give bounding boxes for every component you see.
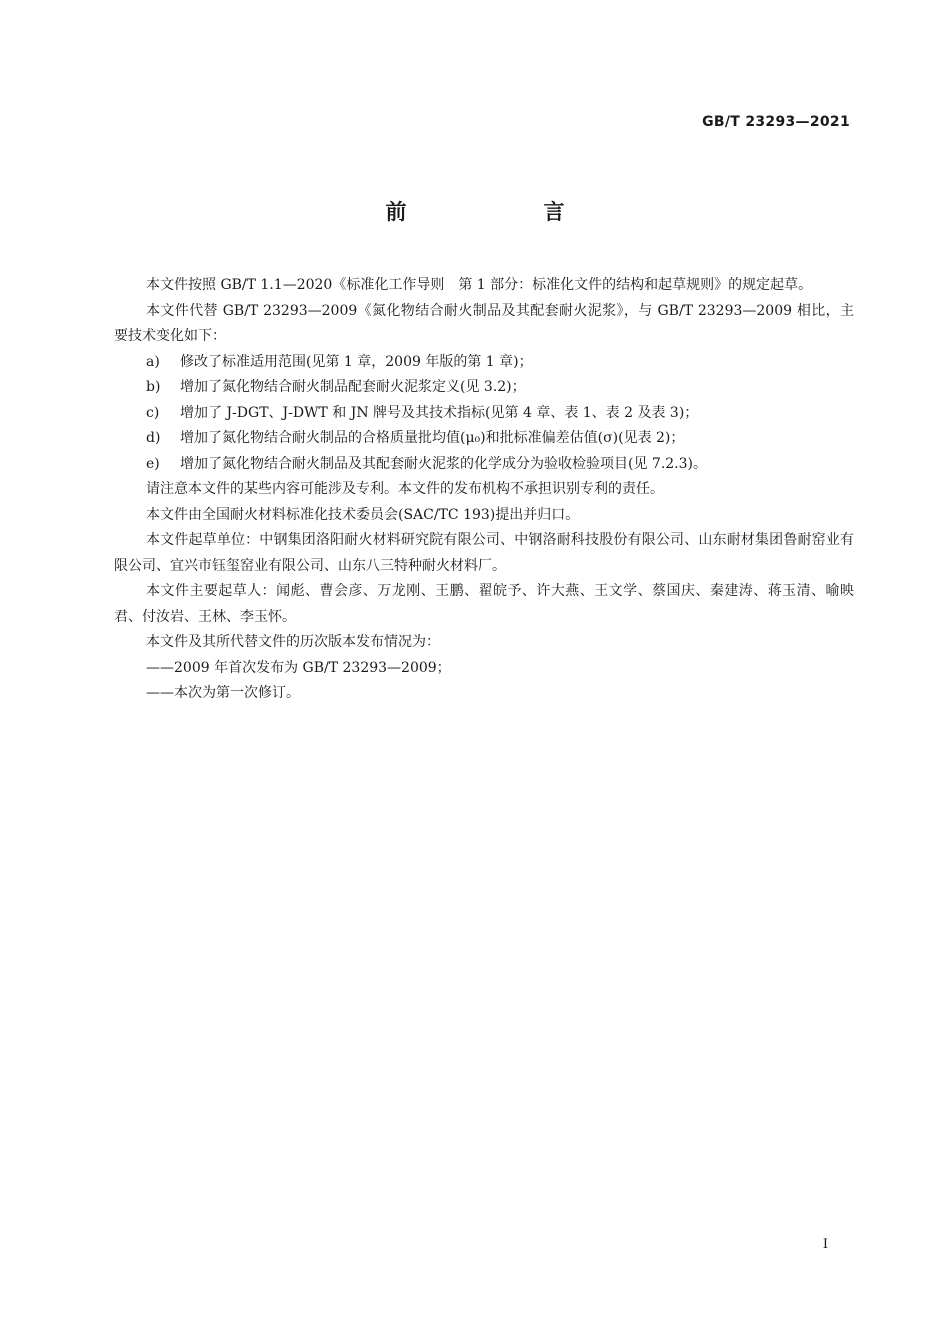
change-item-text: 增加了氮化物结合耐火制品的合格质量批均值(μ₀)和批标准偏差估值(σ)(见表 2)；	[180, 430, 685, 446]
foreword-body	[114, 273, 854, 707]
paragraph-replaces: 本文件代替 GB/T 23293—2009《氮化物结合耐火制品及其配套耐火泥浆》，与 GB/T 23293—2009 相比，主要技术变化如下：	[114, 302, 854, 344]
change-item-text: 增加了氮化物结合耐火制品配套耐火泥浆定义(见 3.2)；	[180, 379, 526, 395]
change-item-label: e)	[146, 455, 160, 472]
change-item-text: 增加了氮化物结合耐火制品及其配套耐火泥浆的化学成分为验收检验项目(见 7.2.3)。	[180, 455, 707, 472]
paragraph-patent-note: 请注意本文件的某些内容可能涉及专利。本文件的发布机构不承担识别专利的责任。	[146, 481, 664, 497]
change-item	[114, 426, 854, 452]
paragraph-drafting-units: 本文件起草单位：中钢集团洛阳耐火材料研究院有限公司、中钢洛耐科技股份有限公司、山东耐材集团鲁耐窑业有限公司、宜兴市钰玺窑业有限公司、山东八三特种耐火材料厂。	[114, 532, 854, 574]
paragraph-drafters: 本文件主要起草人：闻彪、曹会彦、万龙刚、王鹏、翟皖予、许大燕、王文学、蔡国庆、秦建涛、蒋玉清、喻映君、付汝岩、王林、李玉怀。	[114, 583, 854, 625]
page-title: 前 言	[385, 200, 623, 224]
history-item: ——2009 年首次发布为 GB/T 23293—2009；	[146, 659, 451, 676]
paragraph-committee: 本文件由全国耐火材料标准化技术委员会(SAC/TC 193)提出并归口。	[146, 506, 580, 523]
change-item-label: c)	[146, 404, 160, 421]
change-item-label: d)	[146, 430, 161, 446]
change-item-text: 增加了 J-DGT、J-DWT 和 JN 牌号及其技术指标(见第 4 章、表 1、表 2 及表 3)；	[180, 404, 699, 421]
change-item	[114, 350, 854, 376]
change-item	[114, 375, 854, 401]
standard-code: GB/T 23293—2021	[702, 114, 850, 130]
page-number: I	[822, 1237, 828, 1252]
history-item: ——本次为第一次修订。	[146, 685, 300, 701]
change-item-label: b)	[146, 379, 161, 395]
paragraph-history-intro: 本文件及其所代替文件的历次版本发布情况为：	[146, 634, 440, 650]
change-item	[114, 401, 854, 427]
paragraph-drafting-rules: 本文件按照 GB/T 1.1—2020《标准化工作导则 第 1 部分：标准化文件的结构和起草规则》的规定起草。	[146, 277, 813, 293]
change-item-label: a)	[146, 353, 160, 370]
change-item	[114, 452, 854, 478]
change-item-text: 修改了标准适用范围(见第 1 章，2009 年版的第 1 章)；	[180, 353, 533, 370]
